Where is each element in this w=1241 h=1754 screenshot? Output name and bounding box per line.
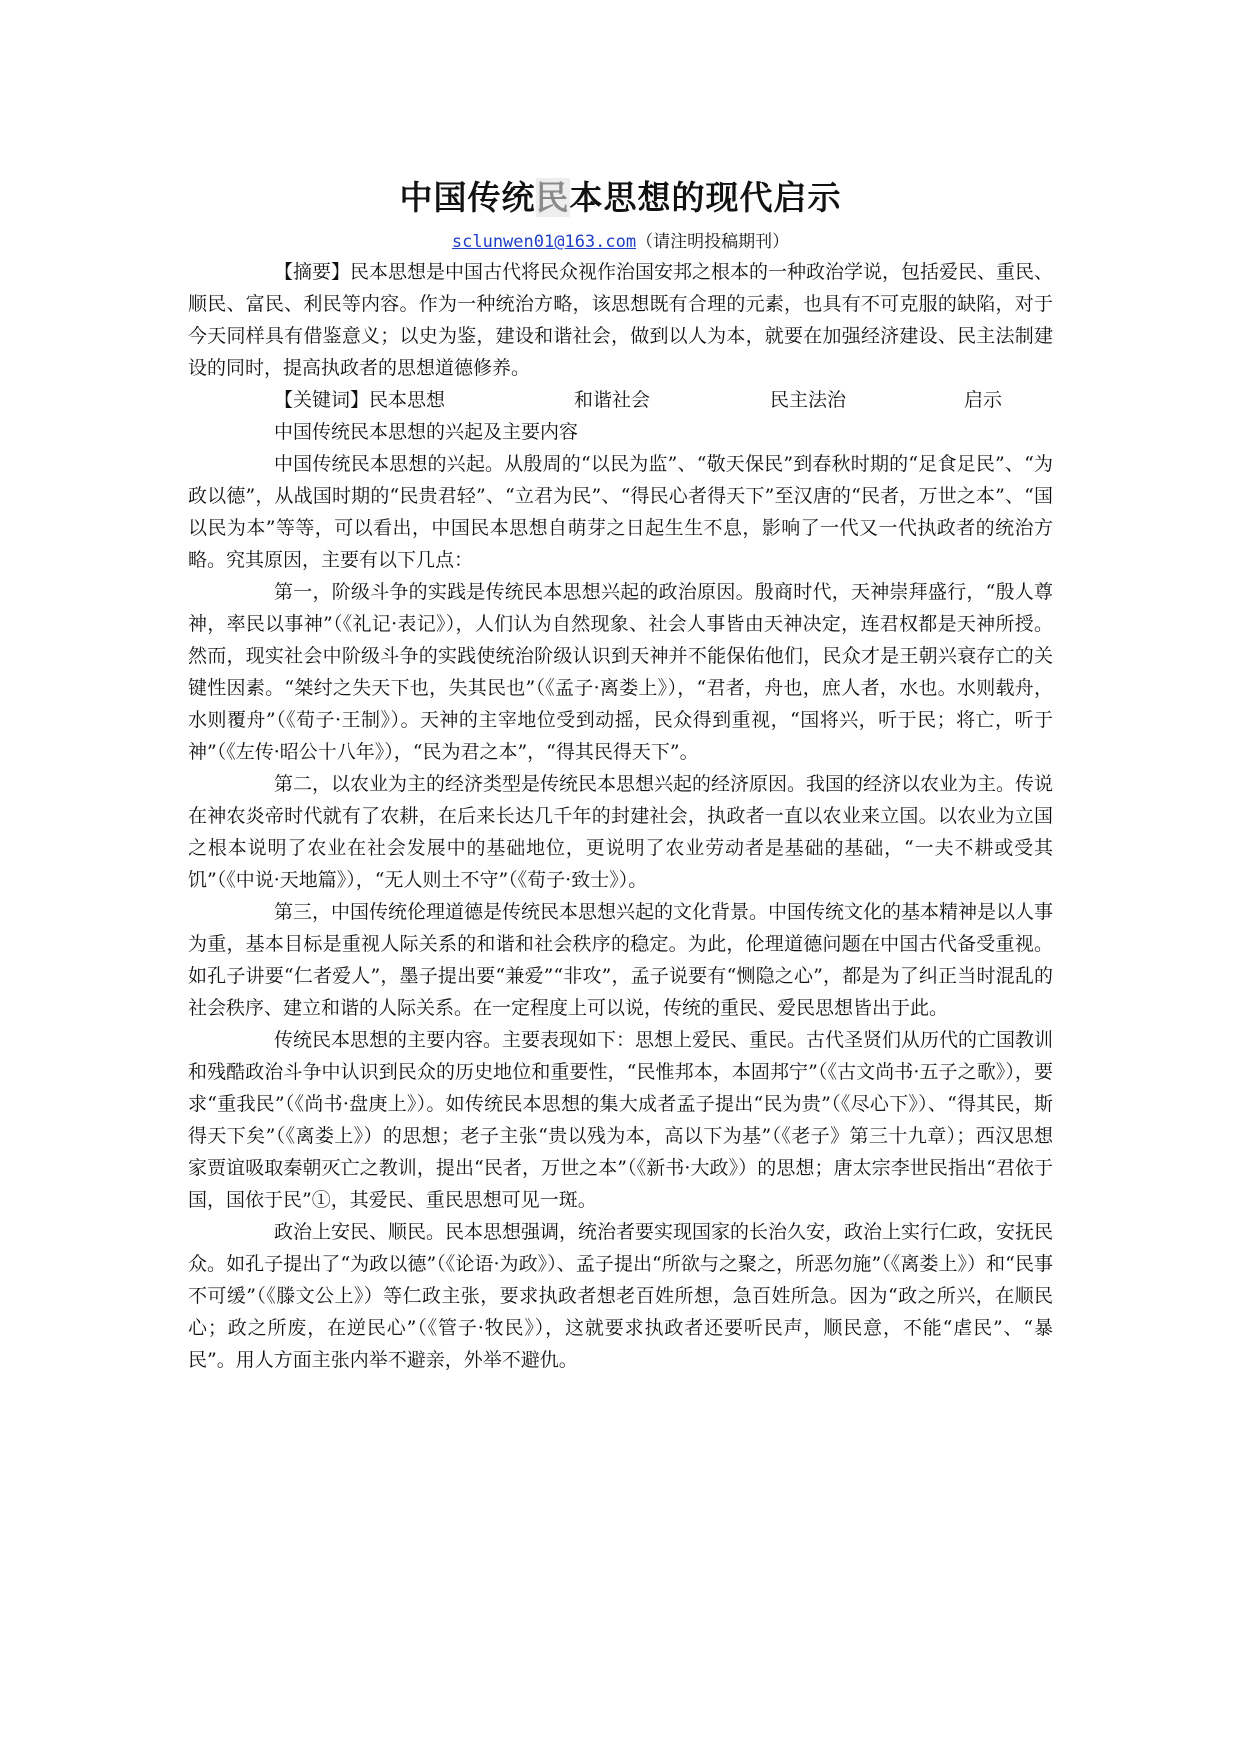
body-paragraph: 传统民本思想的主要内容。主要表现如下：思想上爱民、重民。古代圣贤们从历代的亡国教训和残酷政治斗争中认识到民众的历史地位和重要性，“民惟邦本，本固邦宁”（《古文尚书·五子之歌》），要求“重我民”（《尚书·盘庚上》）。如传统民本思想的集大成者孟子提出“民为贵”（《尽心下》）、“得其民，斯得天下矣”（《离娄上》）的思想；老子主张“贵以残为本，高以下为基”（《老子》第三十九章）；西汉思想家贾谊吸取秦朝灭亡之教训，提出“民者，万世之本”（《新书·大政》）的思想；唐太宗李世民指出“君依于国，国依于民”①，其爱民、重民思想可见一斑。 — [188, 1029, 1054, 1211]
body-paragraph: 第一，阶级斗争的实践是传统民本思想兴起的政治原因。殷商时代，天神崇拜盛行，“殷人尊神，率民以事神”（《礼记·表记》），人们认为自然现象、社会人事皆由天神决定，连君权都是天神所授。然而，现实社会中阶级斗争的实践使统治阶级认识到天神并不能保佑他们，民众才是王朝兴衰存亡的关键性因素。“桀纣之失天下也，失其民也”（《孟子·离娄上》），“君者，舟也，庶人者，水也。水则载舟，水则覆舟”（《荀子·王制》）。天神的主宰地位受到动摇，民众得到重视，“国将兴，听于民；将亡，听于神”（《左传·昭公十八年》），“民为君之本”，“得其民得天下”。 — [188, 581, 1053, 763]
email-link[interactable]: sclunwen01@163.com — [451, 232, 637, 252]
body-paragraph: 第二，以农业为主的经济类型是传统民本思想兴起的经济原因。我国的经济以农业为主。传说在神农炎帝时代就有了农耕，在后来长达几千年的封建社会，执政者一直以农业来立国。以农业为立国之根本说明了农业在社会发展中的基础地位，更说明了农业劳动者是基础的基础，“一夫不耕或受其饥”（《中说·天地篇》），“无人则土不守”（《荀子·致士》）。 — [188, 773, 1054, 891]
title-part2: 本思想的现代启示 — [569, 178, 842, 217]
abstract-paragraph: 【摘要】民本思想是中国古代将民众视作治国安邦之根本的一种政治学说，包括爱民、重民、顺民、富民、利民等内容。作为一种统治方略，该思想既有合理的元素，也具有不可克服的缺陷，对于今天同样具有借鉴意义；以史为鉴，建设和谐社会，做到以人为本，就要在加强经济建设、民主法制建设的同时，提高执政者的思想道德修养。 — [188, 261, 1054, 379]
body-paragraph: 第三，中国传统伦理道德是传统民本思想兴起的文化背景。中国传统文化的基本精神是以人事为重，基本目标是重视人际关系的和谐和社会秩序的稳定。为此，伦理道德问题在中国古代备受重视。如孔子讲要“仁者爱人”，墨子提出要“兼爱”“非攻”，孟子说要有“恻隐之心”，都是为了纠正当时混乱的社会秩序、建立和谐的人际关系。在一定程度上可以说，传统的重民、爱民思想皆出于此。 — [188, 901, 1054, 1019]
contact-note: （请注明投稿期刊） — [636, 232, 790, 252]
keyword-item: 和谐社会 — [574, 389, 651, 411]
document-page — [188, 176, 1053, 1376]
document-title — [188, 176, 1053, 220]
body-paragraph: 中国传统民本思想的兴起。从殷周的“以民为监”、“敬天保民”到春秋时期的“足食足民”、“为政以德”，从战国时期的“民贵君轻”、“立君为民”、“得民心者得天下”至汉唐的“民者，万世之本”、“国以民为本”等等，可以看出，中国民本思想自萌芽之日起生生不息，影响了一代又一代执政者的统治方略。究其原因，主要有以下几点： — [188, 453, 1053, 571]
keyword-item: 启示 — [964, 389, 1003, 411]
keyword-item: 民主法治 — [770, 389, 847, 411]
contact-line — [188, 230, 1053, 254]
body-paragraph: 政治上安民、顺民。民本思想强调，统治者要实现国家的长治久安，政治上实行仁政，安抚民众。如孔子提出了“为政以德”（《论语·为政》）、孟子提出“所欲与之聚之，所恶勿施”（《离娄上》）和“民事不可缓”（《滕文公上》）等仁政主张，要求执政者想老百姓所想，急百姓所急。因为“政之所兴，在顺民心；政之所废，在逆民心”（《管子·牧民》），这就要求执政者还要听民声，顺民意，不能“虐民”、“暴民”。用人方面主张内举不避亲，外举不避仇。 — [188, 1221, 1054, 1371]
section-heading: 中国传统民本思想的兴起及主要内容 — [274, 421, 579, 443]
keyword-label: 【关键词】民本思想 — [274, 389, 446, 411]
document-body — [188, 256, 1053, 1376]
title-highlighted-char: 民 — [535, 178, 570, 217]
keywords-line — [188, 384, 1053, 416]
title-part1: 中国传统 — [399, 178, 536, 217]
